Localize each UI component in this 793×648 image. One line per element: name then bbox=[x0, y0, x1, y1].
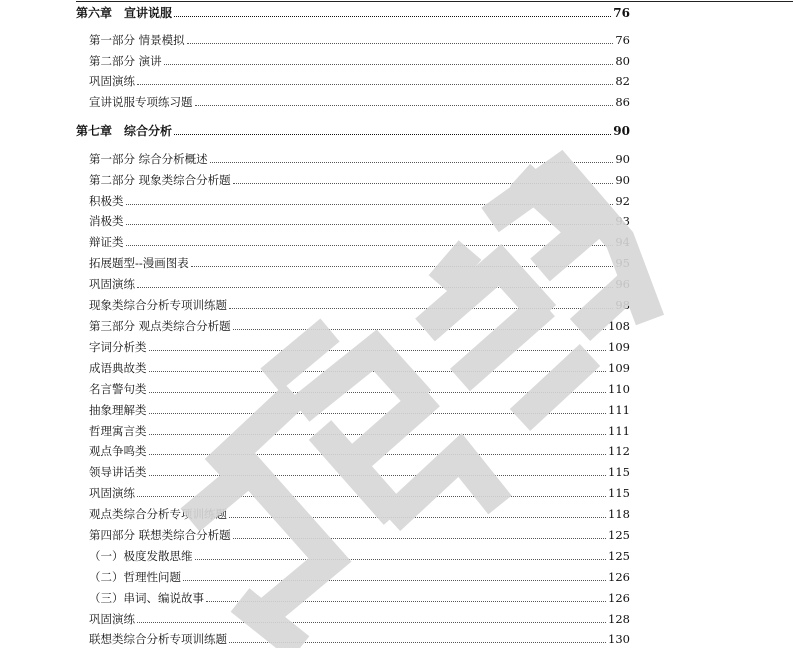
toc-entry-page: 95 bbox=[615, 256, 630, 270]
toc-entry-page: 90 bbox=[613, 124, 630, 138]
dot-leader bbox=[229, 642, 606, 643]
toc-entry-title: 哲理寓言类 bbox=[89, 424, 147, 438]
toc-entry-page: 130 bbox=[608, 632, 630, 646]
toc-entry[interactable] bbox=[89, 548, 630, 564]
toc-entry-page: 80 bbox=[615, 54, 630, 68]
toc-entry-title: 第七章 综合分析 bbox=[76, 124, 173, 138]
dot-leader bbox=[229, 308, 613, 309]
dot-leader bbox=[174, 134, 611, 135]
toc-entry-title: 积极类 bbox=[89, 194, 124, 208]
toc-entry-page: 76 bbox=[613, 6, 630, 20]
toc-entry-page: 86 bbox=[615, 95, 630, 109]
toc-entry[interactable] bbox=[89, 297, 630, 313]
toc-entry[interactable] bbox=[89, 193, 630, 209]
toc-entry-page: 111 bbox=[608, 403, 630, 417]
toc-entry-title: 第六章 宣讲说服 bbox=[76, 6, 173, 20]
toc-entry-title: 第四部分 联想类综合分析题 bbox=[89, 528, 231, 542]
toc-entry-title: 消极类 bbox=[89, 214, 124, 228]
dot-leader bbox=[195, 105, 614, 106]
toc-entry-page: 126 bbox=[608, 591, 630, 605]
toc-entry[interactable] bbox=[89, 213, 630, 229]
toc-entry[interactable] bbox=[89, 32, 630, 48]
toc-entry-title: 第三部分 观点类综合分析题 bbox=[89, 319, 231, 333]
toc-entry[interactable] bbox=[89, 485, 630, 501]
toc-entry[interactable] bbox=[89, 611, 630, 627]
toc-entry-page: 115 bbox=[608, 465, 630, 479]
dot-leader bbox=[126, 245, 614, 246]
toc-entry-page: 76 bbox=[615, 33, 630, 47]
toc-entry[interactable] bbox=[89, 53, 630, 69]
dot-leader bbox=[164, 64, 614, 65]
toc-entry[interactable] bbox=[89, 172, 630, 188]
dot-leader bbox=[137, 287, 613, 288]
toc-entry-title: 成语典故类 bbox=[89, 361, 147, 375]
toc-entry[interactable] bbox=[89, 402, 630, 418]
toc-entry[interactable] bbox=[89, 73, 630, 89]
toc-entry-title: 拓展题型--漫画图表 bbox=[89, 256, 189, 270]
toc-entry-page: 118 bbox=[608, 507, 630, 521]
toc-entry[interactable] bbox=[89, 339, 630, 355]
toc-entry-title: 巩固演练 bbox=[89, 612, 135, 626]
toc-entry-page: 108 bbox=[608, 319, 630, 333]
toc-entry[interactable] bbox=[89, 569, 630, 585]
toc-entry-title: 第一部分 综合分析概述 bbox=[89, 152, 208, 166]
dot-leader bbox=[149, 434, 607, 435]
toc-entry-page: 82 bbox=[615, 74, 630, 88]
dot-leader bbox=[137, 84, 613, 85]
toc-entry-title: 观点争鸣类 bbox=[89, 444, 147, 458]
toc-entry-title: 现象类综合分析专项训练题 bbox=[89, 298, 227, 312]
toc-entry-title: 联想类综合分析专项训练题 bbox=[89, 632, 227, 646]
dot-leader bbox=[137, 622, 606, 623]
toc-entry[interactable] bbox=[89, 360, 630, 376]
dot-leader bbox=[183, 580, 606, 581]
toc-entry[interactable] bbox=[89, 464, 630, 480]
dot-leader bbox=[137, 496, 606, 497]
toc-entry-title: 第一部分 情景模拟 bbox=[89, 33, 185, 47]
toc-entry-title: 名言警句类 bbox=[89, 382, 147, 396]
dot-leader bbox=[233, 329, 606, 330]
toc-entry[interactable] bbox=[89, 94, 630, 110]
toc-entry-page: 115 bbox=[608, 486, 630, 500]
toc-entry[interactable] bbox=[89, 443, 630, 459]
toc-entry-title: 辩证类 bbox=[89, 235, 124, 249]
dot-leader bbox=[126, 224, 614, 225]
toc-entry-title: 第二部分 现象类综合分析题 bbox=[89, 173, 231, 187]
toc-entry-title: 巩固演练 bbox=[89, 74, 135, 88]
toc-entry-title: 巩固演练 bbox=[89, 277, 135, 291]
toc-entry-page: 110 bbox=[608, 382, 630, 396]
dot-leader bbox=[149, 392, 607, 393]
dot-leader bbox=[210, 162, 614, 163]
toc-entry-page: 125 bbox=[608, 549, 630, 563]
toc-entry-title: 字词分析类 bbox=[89, 340, 147, 354]
toc-entry-title: （一）极度发散思维 bbox=[89, 549, 193, 563]
dot-leader bbox=[126, 204, 614, 205]
dot-leader bbox=[187, 43, 614, 44]
dot-leader bbox=[229, 517, 606, 518]
toc-entry[interactable] bbox=[89, 276, 630, 292]
toc-entry[interactable] bbox=[89, 590, 630, 606]
toc-entry-page: 93 bbox=[615, 214, 630, 228]
toc-entry-page: 109 bbox=[608, 361, 630, 375]
toc-entry-page: 125 bbox=[608, 528, 630, 542]
dot-leader bbox=[191, 266, 614, 267]
toc-entry[interactable] bbox=[89, 506, 630, 522]
toc-entry-title: 观点类综合分析专项训练题 bbox=[89, 507, 227, 521]
toc-entry-page: 96 bbox=[615, 277, 630, 291]
toc-chapter-7[interactable] bbox=[76, 123, 630, 139]
dot-leader bbox=[149, 475, 607, 476]
toc-entry-page: 90 bbox=[615, 152, 630, 166]
toc-entry[interactable] bbox=[89, 151, 630, 167]
toc-entry-page: 109 bbox=[608, 340, 630, 354]
toc-entry[interactable] bbox=[89, 631, 630, 647]
toc-entry-page: 126 bbox=[608, 570, 630, 584]
toc-entry[interactable] bbox=[89, 234, 630, 250]
dot-leader bbox=[174, 16, 611, 17]
toc-entry-title: 第二部分 演讲 bbox=[89, 54, 162, 68]
toc-entry-title: 巩固演练 bbox=[89, 486, 135, 500]
toc-entry-title: 抽象理解类 bbox=[89, 403, 147, 417]
toc-chapter-6[interactable] bbox=[76, 5, 630, 21]
dot-leader bbox=[149, 350, 607, 351]
toc-entry-title: （三）串词、编说故事 bbox=[89, 591, 204, 605]
toc-entry-page: 128 bbox=[608, 612, 630, 626]
toc-entry-page: 92 bbox=[615, 194, 630, 208]
toc-entry-title: 领导讲话类 bbox=[89, 465, 147, 479]
dot-leader bbox=[206, 601, 606, 602]
dot-leader bbox=[195, 559, 607, 560]
toc-entry-title: （二）哲理性问题 bbox=[89, 570, 181, 584]
toc-entry[interactable] bbox=[89, 381, 630, 397]
toc-entry-title: 宣讲说服专项练习题 bbox=[89, 95, 193, 109]
toc-entry-page: 94 bbox=[615, 235, 630, 249]
dot-leader bbox=[149, 413, 607, 414]
toc-entry-page: 90 bbox=[615, 173, 630, 187]
toc-entry-page: 112 bbox=[608, 444, 630, 458]
toc-entry-page: 111 bbox=[608, 424, 630, 438]
toc-entry-page: 98 bbox=[615, 298, 630, 312]
toc-entry[interactable] bbox=[89, 318, 630, 334]
dot-leader bbox=[233, 538, 606, 539]
toc-entry[interactable] bbox=[89, 423, 630, 439]
dot-leader bbox=[149, 371, 607, 372]
dot-leader bbox=[149, 454, 607, 455]
toc-entry[interactable] bbox=[89, 527, 630, 543]
dot-leader bbox=[233, 183, 614, 184]
toc-entry[interactable] bbox=[89, 255, 630, 271]
